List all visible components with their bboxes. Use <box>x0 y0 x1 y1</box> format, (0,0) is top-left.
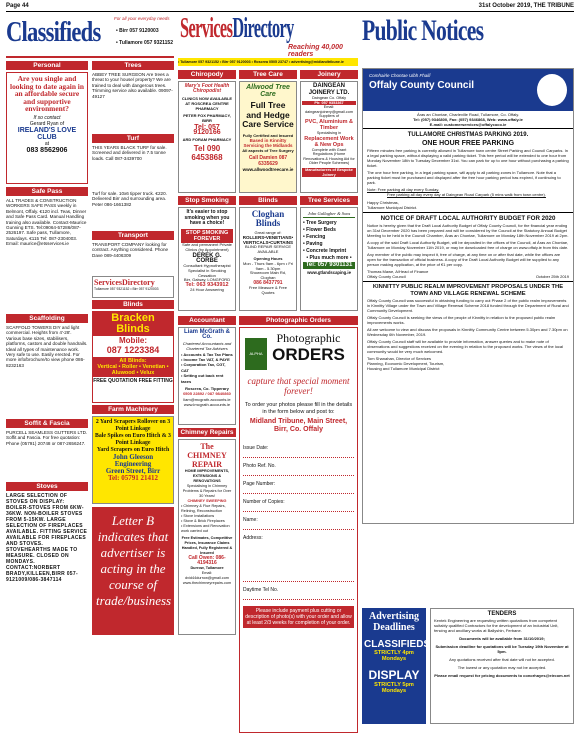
smoking-block <box>178 196 236 311</box>
safe-pass-text: ALL TRADES & CONSTRUCTION WORKERS SAFE PASS weekly in Belmont, Offaly. €120 incl. Teas, Dinner and Safe Pass Card. Manual Handling training also available. Contact-Maurice Gunning ETS. Tel:09064-57286/087-2526197. Safe pass, Tullamore, Saturdays. €115 Tel: 087-2304003. Email: maurice@etsservices.ie <box>6 198 87 247</box>
turf-text-2: Turf for sale. 10x6 tipper truck. €220. Delivered Birr and surrounding area. Peter 086-1661382 <box>92 191 167 207</box>
chimney-l2: Specialising in Chimney Problems & Repairs for Over 30 Years! <box>182 484 232 498</box>
budget-notice <box>363 212 573 281</box>
tenders-p1: Kentek Engineering are requesting written quotations from competent suitably qualified Contractors for the development of an Industrial Unit, fencing and ancillary works at Ballyshin, Ferbane. <box>434 618 559 633</box>
joinery-l3: Email: daingeanjoinery@gmail.com <box>305 105 353 114</box>
gallagher-l4: • Paving <box>303 241 323 247</box>
cloghan-blinds-block <box>239 196 297 311</box>
stoves-heading: Stoves <box>6 482 88 491</box>
chiropody-heading: Chiropody <box>178 70 236 79</box>
letter-b-notice: Letter B indicates that advertiser is acting in the course of trade/business <box>92 507 174 635</box>
joinery-l6: Specialising in <box>316 130 342 135</box>
blinds-free: FREE QUOTATION FREE FITTING <box>93 378 173 384</box>
photo-ref-field[interactable]: Photo Ref. No. <box>243 458 354 476</box>
joinery-l2: Ph: 057 9353367 <box>302 101 356 106</box>
treecare-l4: All aspects of Tree Surgery <box>242 147 294 153</box>
soffit-heading: Soffit & Fascia <box>6 419 88 428</box>
blinds-heading: Blinds <box>92 300 174 309</box>
treecare-l1: Full Tree and Hedge Care Service <box>242 100 294 129</box>
alpha-logo: ALPHA <box>245 338 267 370</box>
council-banner <box>363 69 573 111</box>
chimney-l12: www.thechimneyrepairs.com <box>182 581 232 585</box>
gallagher-l3: • Fencing <box>303 234 326 240</box>
blinds-mobile-label: Mobile: <box>119 336 147 345</box>
council-notices-box <box>362 68 574 524</box>
treecare-ad <box>239 81 297 193</box>
parking-notice <box>363 129 573 212</box>
name-field[interactable]: Name: <box>243 512 354 530</box>
deadlines-display-time: STRICTLY 5pm Mondays <box>374 682 414 694</box>
accountant-l6: Roscrea, Co. Tipperary <box>185 386 229 392</box>
accountant-l9: www.lmcgrath.accounts.ie <box>183 402 231 408</box>
scaffolding-text: SCAFFOLD TOWERS DIY and light commercial. Heights from 4'-28'. Various base sizes, stabilisers, platforms, castors and double handrails. Ideal all types of maintenance work. Very safe to use. Easily erected. For more info/brochure/to view phone 086-8232163 <box>6 325 88 368</box>
chimney-heading: Chimney Repairs <box>178 428 236 437</box>
photo-title-2: ORDERS <box>272 345 345 364</box>
services-title-b: Directory <box>232 12 294 44</box>
deadlines-classifieds: CLASSIFIEDS <box>364 639 431 650</box>
personal-name: Gerard Ryan of <box>29 120 65 127</box>
chimney-l8: Free Estimates, Competitive Prices, Insurance Claims Handled, Fully Registered & Insured <box>181 536 233 555</box>
accountant-title: Liam McGrath & Co. <box>183 329 230 341</box>
tree-services-block <box>300 196 358 311</box>
treecare-title: Allwood Tree Care <box>246 84 290 98</box>
gallagher-title: John Gallagher & Sons <box>303 210 355 218</box>
joinery-l1: Daingean Co. Offaly <box>311 96 347 100</box>
cloghan-l4: Opening Hours <box>253 255 283 261</box>
classifieds-phone-tullamore: • Tullamore 057 9321152 <box>116 40 173 46</box>
reach-text: Reaching 40,000 readers <box>288 44 343 58</box>
tenders-p5: The lowest or any quotation may not be accepted. <box>457 665 547 670</box>
kinnitty-heading: KINNITTY PUBLIC REALM IMPROVEMENT PROPOSALS UNDER THE TOWN AND VILLAGE RENEWAL SCHEME <box>372 284 564 297</box>
council-addr1: Áras an Chontae, Charleville Road, Tullamore, Co. Offaly. <box>416 112 520 117</box>
budget-p2: A copy of the said Draft Local Authority Budget, will be deposited in the offices of the Council, at Áras an Chontae, Tullamore on Monday November 11th 2019, or may be downloaded free of charge on www.offaly.ie from this date. <box>367 240 569 250</box>
budget-p3: Any member of the public may inspect it, free of charge, at any time on or after that date, while the offices are open for the transaction of official business. A copy of the Draft Local Authority Budget will be supplied to any person making application, at the price of €1 per copy. <box>367 252 561 267</box>
gallagher-phone: Tel: 057 9301131 <box>303 262 355 269</box>
services-directory <box>178 14 358 729</box>
kinnitty-p3: All are welcome to view and discuss the proposals in Kinnitty Community Centre between 5.30pm and 7.30pm on Wednesday 6th November, 2019. <box>367 327 568 337</box>
chimney-ad <box>178 439 236 635</box>
joinery-ad <box>300 81 358 193</box>
gallagher-l6: • Plus much more • <box>306 255 352 261</box>
personal-contact: If so contact <box>33 114 61 121</box>
parking-p3: Note: Free parking all day every Sunday. <box>367 187 440 192</box>
joinery-l9: Manufacturers of Bespoke Joinery <box>302 168 356 177</box>
joinery-l7: Replacement Work & New Ops <box>304 135 354 148</box>
bracken-blinds-ad <box>92 311 174 403</box>
personal-phone: 083 8562906 <box>26 146 68 154</box>
cloghan-l6: Showroom Main Rd, Cloghan <box>249 270 287 281</box>
accountant-block <box>178 316 236 425</box>
photo-footer: Please include payment plus cutting or description of photo(s) with your order and allow at least 2/3 weeks for completion of your order. <box>243 606 354 628</box>
budget-sig1: Thomas Mawe, A/Head of Finance <box>367 269 429 274</box>
notices-header <box>362 14 574 66</box>
copies-field[interactable]: Number of Copies: <box>243 494 354 512</box>
cloghan-blinds-heading: Blinds <box>239 196 297 205</box>
stoves-text: LARGE SELECTION OF STOVES ON DISPLAY: BOILER-STOVES FROM 6KW-36KW. NON-BOILER STOVES FROM 5-15KW. LARGE SELECTION OF FIREPLACES AVAILABLE. FITTING SERVICE AVAILABLE FOR FIREPLACES AND STOVES. STOVEHEARTHS MADE TO MEASURE. CLOSED ON MONDAYS. CONTACT:NORBERT BRADY,KILLEEN,BIRR 057-9121009/086-3847114 <box>6 493 88 583</box>
accountant-heading: Accountant <box>178 316 236 325</box>
smoking-l1: It's easier to stop smoking when you have a choice! <box>184 209 230 227</box>
farm-machinery-heading: Farm Machinery <box>92 405 174 414</box>
mini-services-directory <box>92 276 174 298</box>
budget-heading: NOTICE OF DRAFT LOCAL AUTHORITY BUDGET FOR 2020 <box>380 215 556 222</box>
services-phones: • Tullamore 057 9321152 • Birr 057 9120003 • Roscrea 0505 23747 • advertising@midlandtribune.ie <box>178 58 358 66</box>
trees-text: ABBEY TREE SURGEON Are trees a threat to your house/ property? We are trained to deal with dangerous trees. Trimming service also available. 09097-49127 <box>92 72 173 99</box>
deadlines-b: Deadlines <box>373 622 415 633</box>
turf-heading: Turf <box>92 134 174 143</box>
trees-heading: Trees <box>92 61 174 70</box>
joinery-heading: Joinery <box>300 70 358 79</box>
farm-line-3: Yard Scrapers on Euro Hitch <box>96 447 170 453</box>
accountant-l8: liam@mcgrath.accounts.ie <box>183 396 231 402</box>
farm-line-5: Green Street, Birr <box>105 467 161 475</box>
cloghan-l7: 086 8437791 <box>253 279 283 286</box>
accountant-l1: Chartered Accountants and Chartered Tax Advisers <box>182 340 232 352</box>
chimney-l4: • Chimney & Flue Repairs, Relining, Reconstruction <box>181 504 226 513</box>
photo-tagline: capture that special moment forever! <box>247 376 350 396</box>
cloghan-l1: Great range of: <box>254 230 282 235</box>
gallagher-web: www.gtlandscaping.ie <box>307 270 351 275</box>
parking-heading: TULLAMORE CHRISTMAS PARKING 2019. <box>407 132 529 138</box>
services-header <box>178 14 358 56</box>
chimney-l10: Durrow, Tullamore <box>190 566 224 570</box>
smoking-l2: STOP SMOKING FOREVER <box>181 229 233 243</box>
address-field[interactable]: Address: <box>243 530 354 582</box>
personal-heading: Personal <box>6 61 88 70</box>
deadlines-box <box>362 608 431 724</box>
chimney-title: The CHIMNEY REPAIR <box>187 442 227 469</box>
photo-address: Midland Tribune, Main Street, Birr, Co. Offaly <box>249 418 348 433</box>
smoking-l5: Consultant Hypnotherapist Specialist in Smoking Cessation <box>183 262 231 278</box>
notices-title: Public Notices <box>362 14 484 47</box>
chiropody-l3: PETER FOX PHARMACY, BIRR <box>183 113 231 123</box>
farm-machinery-ad <box>92 416 174 504</box>
kinnitty-p2: Offaly County Council is seeking the views of the people of Kinnitty in relation to the proposed public realm improvements works. <box>367 315 556 325</box>
parking-p4: Free parking all day every day at Daingean Road Carpark (5 mins walk from town centre). <box>387 192 546 197</box>
classifieds-phone-birr: • Birr 057 9120003 <box>116 28 159 34</box>
chimney-l1: HOME IMPROVEMENTS, EXTENSIONS & RENOVATIONS <box>184 469 230 483</box>
deadlines-display: DISPLAY <box>368 668 420 682</box>
services-title-a: Services <box>180 12 233 44</box>
chimney-block <box>178 428 236 635</box>
accountant-l2: • Accounts & Tax Tax Plans <box>181 351 233 357</box>
parking-p6: Tullamore Municipal District. <box>367 205 418 210</box>
joinery-title: DAINGEAN JOINERY LTD. <box>308 83 350 96</box>
gallagher-l5: • Concrete Imprint <box>303 248 347 254</box>
parking-p1: Fifteen minutes free parking is currently allowed in Tullamore town centre Street Parking and Council Carparks. In a legal parking space, without displaying a valid parking ticket. This free period will be extended to one hour from Monday November 18th to Tuesday December 31st. You can park for up to one hour without purchasing a parking ticket. <box>367 148 569 168</box>
parking-sub: ONE HOUR FREE PARKING <box>421 140 515 147</box>
chiropody-l2: CLINICS NOW AVAILABLE AT ROSCREA CENTRE PHARMACY <box>181 96 233 111</box>
gallagher-l2: • Flower Beds <box>303 227 336 233</box>
joinery-l4: Suppliers of <box>318 114 340 119</box>
chiropody-l4: ARD FORAM PHARMACY <box>182 137 232 142</box>
tenders-p3: Submission deadline for quotations will be Tuesday 19th November at 5pm. <box>435 644 569 654</box>
cloghan-title: Cloghan Blinds <box>251 209 285 228</box>
kinnitty-p4: Offaly County Council staff will be available to provide information, answer queries and to make note of observations and suggestions received on the evening in relation to the proposed works. The views of the local community would be very much welcomed. <box>367 339 564 354</box>
smoking-l3: Safe and permanent Private Clinics (by Appointment) <box>182 241 232 252</box>
classifieds-title: Classifieds <box>6 16 101 48</box>
blinds-phone: 087 1223384 <box>106 345 160 355</box>
cloghan-l3: BLIND REPAIR SERVICE AVAILABLE <box>244 244 292 255</box>
kinnitty-p5: Tom Shanahan, Director of Services <box>367 356 432 361</box>
kinnitty-notice <box>363 281 573 373</box>
bracken-blinds-title: Bracken Blinds <box>93 312 173 336</box>
cloghan-l2: ROLLERS•VENETIANS• VERTICALS•CURTAINS <box>242 234 294 245</box>
soffit-text: PURCELL SEAMLESS GUTTERS LTD. Soffit and Fascia. For free quotation: Phone (05791) 20748 or 087-2656247. <box>6 430 88 446</box>
council-address <box>363 111 573 129</box>
budget-sig2: Offaly County Council <box>367 274 406 279</box>
council-addr3: E-mail: customerservices@offalycoco.ie <box>429 122 507 127</box>
issue-date-field[interactable]: Issue Date: <box>243 440 354 458</box>
blinds-types: Vertical • Roller • Venetian • Aluwood • Velux <box>97 364 169 376</box>
chimney-l6: • Stove & Brick Fireplaces <box>181 519 225 523</box>
kinnitty-p7: Housing and Tullamore Municipal District <box>367 366 440 371</box>
public-notices <box>362 14 574 729</box>
joinery-block <box>300 70 358 193</box>
personal-ad <box>6 72 88 184</box>
photo-instructions: To order your photos please fill in the details in the form below and post to: <box>244 402 353 415</box>
turf-text-1: THIS YEARS BLACK TURF for sale. Screened and delivered in 7.5 tonne loads. Call 087-3439700 <box>92 145 167 161</box>
smoking-heading: Stop Smoking <box>178 196 236 205</box>
chiropody-ad <box>178 81 236 193</box>
joinery-l5: PVC, Aluminium & Timber <box>304 118 354 131</box>
smoking-l4: DEREK G. CORBE <box>192 253 222 265</box>
treecare-l3: Based in Kinnitty Servicing the Midlands <box>243 137 293 148</box>
mini-directory-phones: Tullamore 057 9321152 • Birr 057 9120003 <box>94 287 159 291</box>
farm-line-1: 2 Yard Scrapers Rollover on 3 Point Linkage <box>95 419 171 432</box>
photo-orders-heading: Photographic Orders <box>239 316 358 325</box>
smoking-ad <box>178 207 236 311</box>
photo-title-1: Photographic <box>276 331 341 345</box>
smoking-phone: Tel: 063 9343912 <box>185 282 229 289</box>
tenders-heading: TENDERS <box>487 611 517 617</box>
tenders-p6: Please email request for pricing documents to conorhayes@eircom.net <box>434 673 570 678</box>
farm-line-6: Tel: 05791 21412 <box>108 474 158 482</box>
transport-text: TRANSPORT COMPANY looking for contract. Anything considered. Phone Dave 089-4406309 <box>92 242 169 258</box>
tenders-p2: Documents will be available from 31/10/2019; <box>459 636 545 641</box>
deadlines-classifieds-time: STRICTLY 4pm Mondays <box>374 650 414 662</box>
cloghan-l8: Free Measure & Free Quotes <box>248 284 287 295</box>
accountant-l3: • Income Tax VAT, & PAYE <box>181 357 230 363</box>
classifieds-tag: For all your everyday needs <box>114 16 170 21</box>
kinnitty-p6: Planning, Economic Development, Tourism, <box>367 361 445 366</box>
personal-ad-text: Are you single and looking to date again in an affordable secure and supportive environment? <box>10 74 84 114</box>
tenders-box <box>430 608 574 724</box>
personal-at: at <box>44 140 50 147</box>
photo-orders-block <box>239 316 358 733</box>
classifieds-header <box>6 14 174 58</box>
tenders-p4: Any quotations received after that date will not be accepted. <box>449 657 555 662</box>
classifieds-right-column <box>92 61 174 635</box>
page-number: Page 44 <box>6 3 29 9</box>
scaffolding-heading: Scaffolding <box>6 314 88 323</box>
farm-line-4: John Gleeson Engineering <box>112 453 154 468</box>
mini-directory-title: ServicesDirectory <box>94 278 155 287</box>
accountant-l7: 0505 22892 / 087 9840860 <box>183 391 231 397</box>
blinds-all: All Blinds: <box>119 358 147 364</box>
treecare-l2: Fully Certified and Insured <box>242 132 294 138</box>
smoking-l6: Birr, Galway, LONGFORD <box>183 277 231 283</box>
council-irish: Comhairle Chontae Uibh Fhailí <box>369 73 431 78</box>
page-number-field[interactable]: Page Number: <box>243 476 354 494</box>
photo-form-fields <box>243 440 354 600</box>
tree-services-ad <box>300 207 358 311</box>
joinery-l8: Complete with Grant Regulations (Home Renovations & Housing Aid for Older People Schemes) <box>303 147 355 166</box>
chimney-l11: Email: dvid44durrow@gmail.com <box>185 571 229 580</box>
classifieds-left-column <box>6 61 88 631</box>
council-crest-icon <box>537 74 567 106</box>
transport-heading: Transport <box>92 231 174 240</box>
treecare-heading: Tree Care <box>239 70 297 79</box>
services-title <box>180 12 294 45</box>
tree-services-heading: Tree Services <box>300 196 358 205</box>
farm-line-2: Bale Spikes on Euro Hitch & 3 Point Linkage <box>95 433 171 446</box>
accountant-ad <box>178 327 236 425</box>
page-header <box>6 3 574 12</box>
safe-pass-heading: Safe Pass <box>6 187 88 196</box>
council-addr2: Tel: (057) 9346800, Fax: (057) 9346868, Web: www.offaly.ie <box>413 117 523 122</box>
cloghan-blinds-ad <box>239 207 297 311</box>
treecare-block <box>239 70 297 193</box>
chimney-l5: • Stove Installations <box>181 514 215 518</box>
accountant-l5: • Setting out back rent taxes <box>181 373 224 384</box>
chiropody-l1: Mary's Foot Health Chiropodist <box>184 83 230 94</box>
chiropody-phone: Tel 090 6453868 <box>191 144 223 162</box>
daytime-tel-field[interactable]: Daytime Tel No. <box>243 582 354 600</box>
parking-p2: The one hour free parking, in a legal parking space, will apply to all parking zones in Tullamore. Note that a parking ticket must be purchased and displayed after the free hour parking period has expired, if continuing to park. <box>367 170 561 185</box>
chimney-l9: Call Owen: 086-4194316 <box>188 555 226 566</box>
photo-orders-form <box>239 327 358 733</box>
budget-date: October 25th 2019 <box>535 274 569 279</box>
budget-p1: Notice is hereby given that the Draft Local Authority Budget of Offaly County Council, for the financial year ending on 31st December 2020 has been prepared and will be considered by the Council at the Statutory Annual Budget Meeting to be held in the Council Chamber, Áras an Chontae, Tullamore on Monday 18th November 2019 at 2pm. <box>367 223 569 238</box>
chimney-l3: CHIMNEY SWEEPING <box>187 499 227 503</box>
smoking-l7: 24 Hour Answering <box>190 286 224 292</box>
chiropody-tel: Tel: 057 9120166 <box>193 124 221 136</box>
cloghan-l5: Mon - Thurs 9am - 6pm • Fri 9am - 5.30pm <box>242 260 293 271</box>
gallagher-l1: • Tree Surgery <box>303 220 337 226</box>
parking-p5: Happy Christmas, <box>367 200 399 205</box>
treecare-l5: Call Damien 087 6335629 <box>248 154 288 167</box>
deadlines-a: Advertising <box>369 611 419 622</box>
kinnitty-p1: Offaly County Council was successful in obtaining funding to carry out Phase 2 of the public realm improvements in Kinnitty Village under the Town and Village Renewal Scheme 2018 funded through the Department of Rural and Community Development. <box>367 298 569 313</box>
treecare-web: www.allwoodtreecare.ie <box>242 166 294 172</box>
chimney-l7: • Extensions and Renovation work carried out <box>181 524 230 533</box>
issue-date: 31st October 2019, THE TRIBUNE <box>478 3 574 9</box>
love-club: IRELAND'S LOVE CLUB <box>17 126 77 141</box>
classifieds-section <box>6 14 174 729</box>
chiropody-block <box>178 70 236 193</box>
council-name: Offaly County Council <box>369 80 474 91</box>
accountant-l4: • Corporation Tax, CGT, CAT <box>181 362 226 373</box>
